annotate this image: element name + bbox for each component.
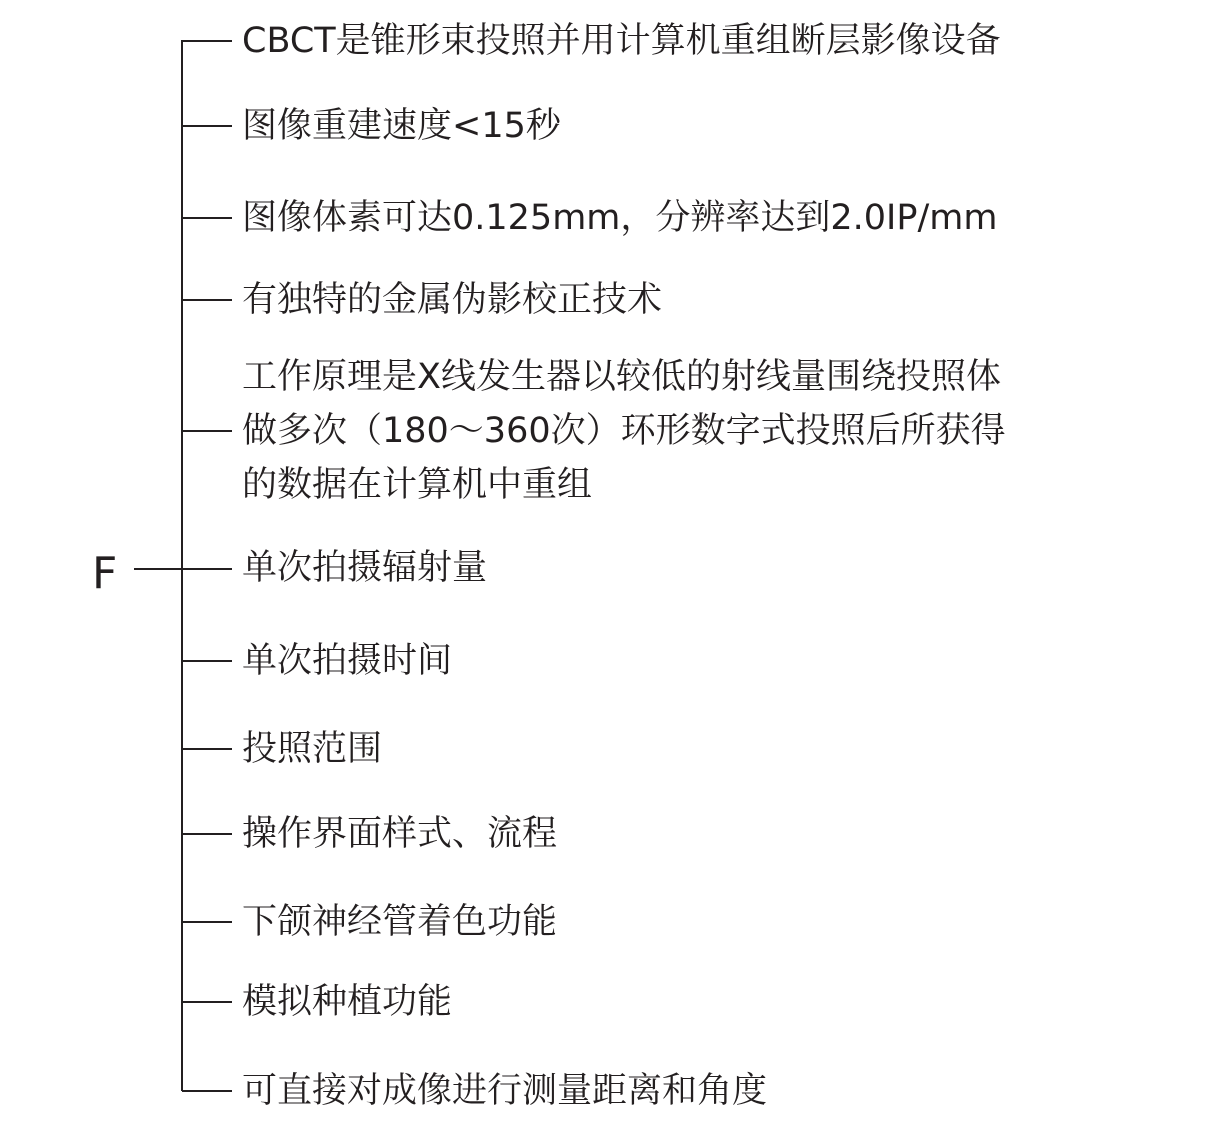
branch-line: 工作原理是X线发生器以较低的射线量围绕投照体 [242,357,1001,397]
branch-interface-workflow [242,807,557,861]
branch-line: CBCT是锥形束投照并用计算机重组断层影像设备 [242,21,1001,61]
branch-line: 模拟种植功能 [242,982,453,1022]
branch-metal-artifact-correction [242,273,662,327]
branch-measurement [242,1064,767,1118]
root-label: F [92,548,118,599]
branch-line: 投照范围 [242,729,383,769]
branch-line: 下颌神经管着色功能 [242,902,558,942]
branch-ticks [182,41,232,1091]
branch-line: 单次拍摄辐射量 [242,548,488,588]
branch-line: 的数据在计算机中重组 [242,465,593,505]
branch-reconstruction-speed [242,99,561,153]
branch-working-principle [242,350,1006,512]
branch-line: 可直接对成像进行测量距离和角度 [242,1071,768,1111]
branch-line: 有独特的金属伪影校正技术 [242,280,663,320]
branch-line: 图像体素可达0.125mm，分辨率达到2.0IP/mm [242,198,998,238]
branch-line: 图像重建速度<15秒 [242,106,561,146]
branch-radiation-dose [242,541,487,595]
branch-scan-time [242,634,452,688]
branch-field-of-view [242,722,382,776]
branch-implant-simulation [242,975,452,1029]
branch-line: 操作界面样式、流程 [242,814,558,854]
branch-line: 单次拍摄时间 [242,641,453,681]
branch-nerve-canal-coloring [242,895,557,949]
branch-voxel-resolution [242,191,997,245]
branch-cbct-definition [242,14,1001,68]
branch-line: 做多次（180～360次）环形数字式投照后所获得 [242,411,1006,451]
